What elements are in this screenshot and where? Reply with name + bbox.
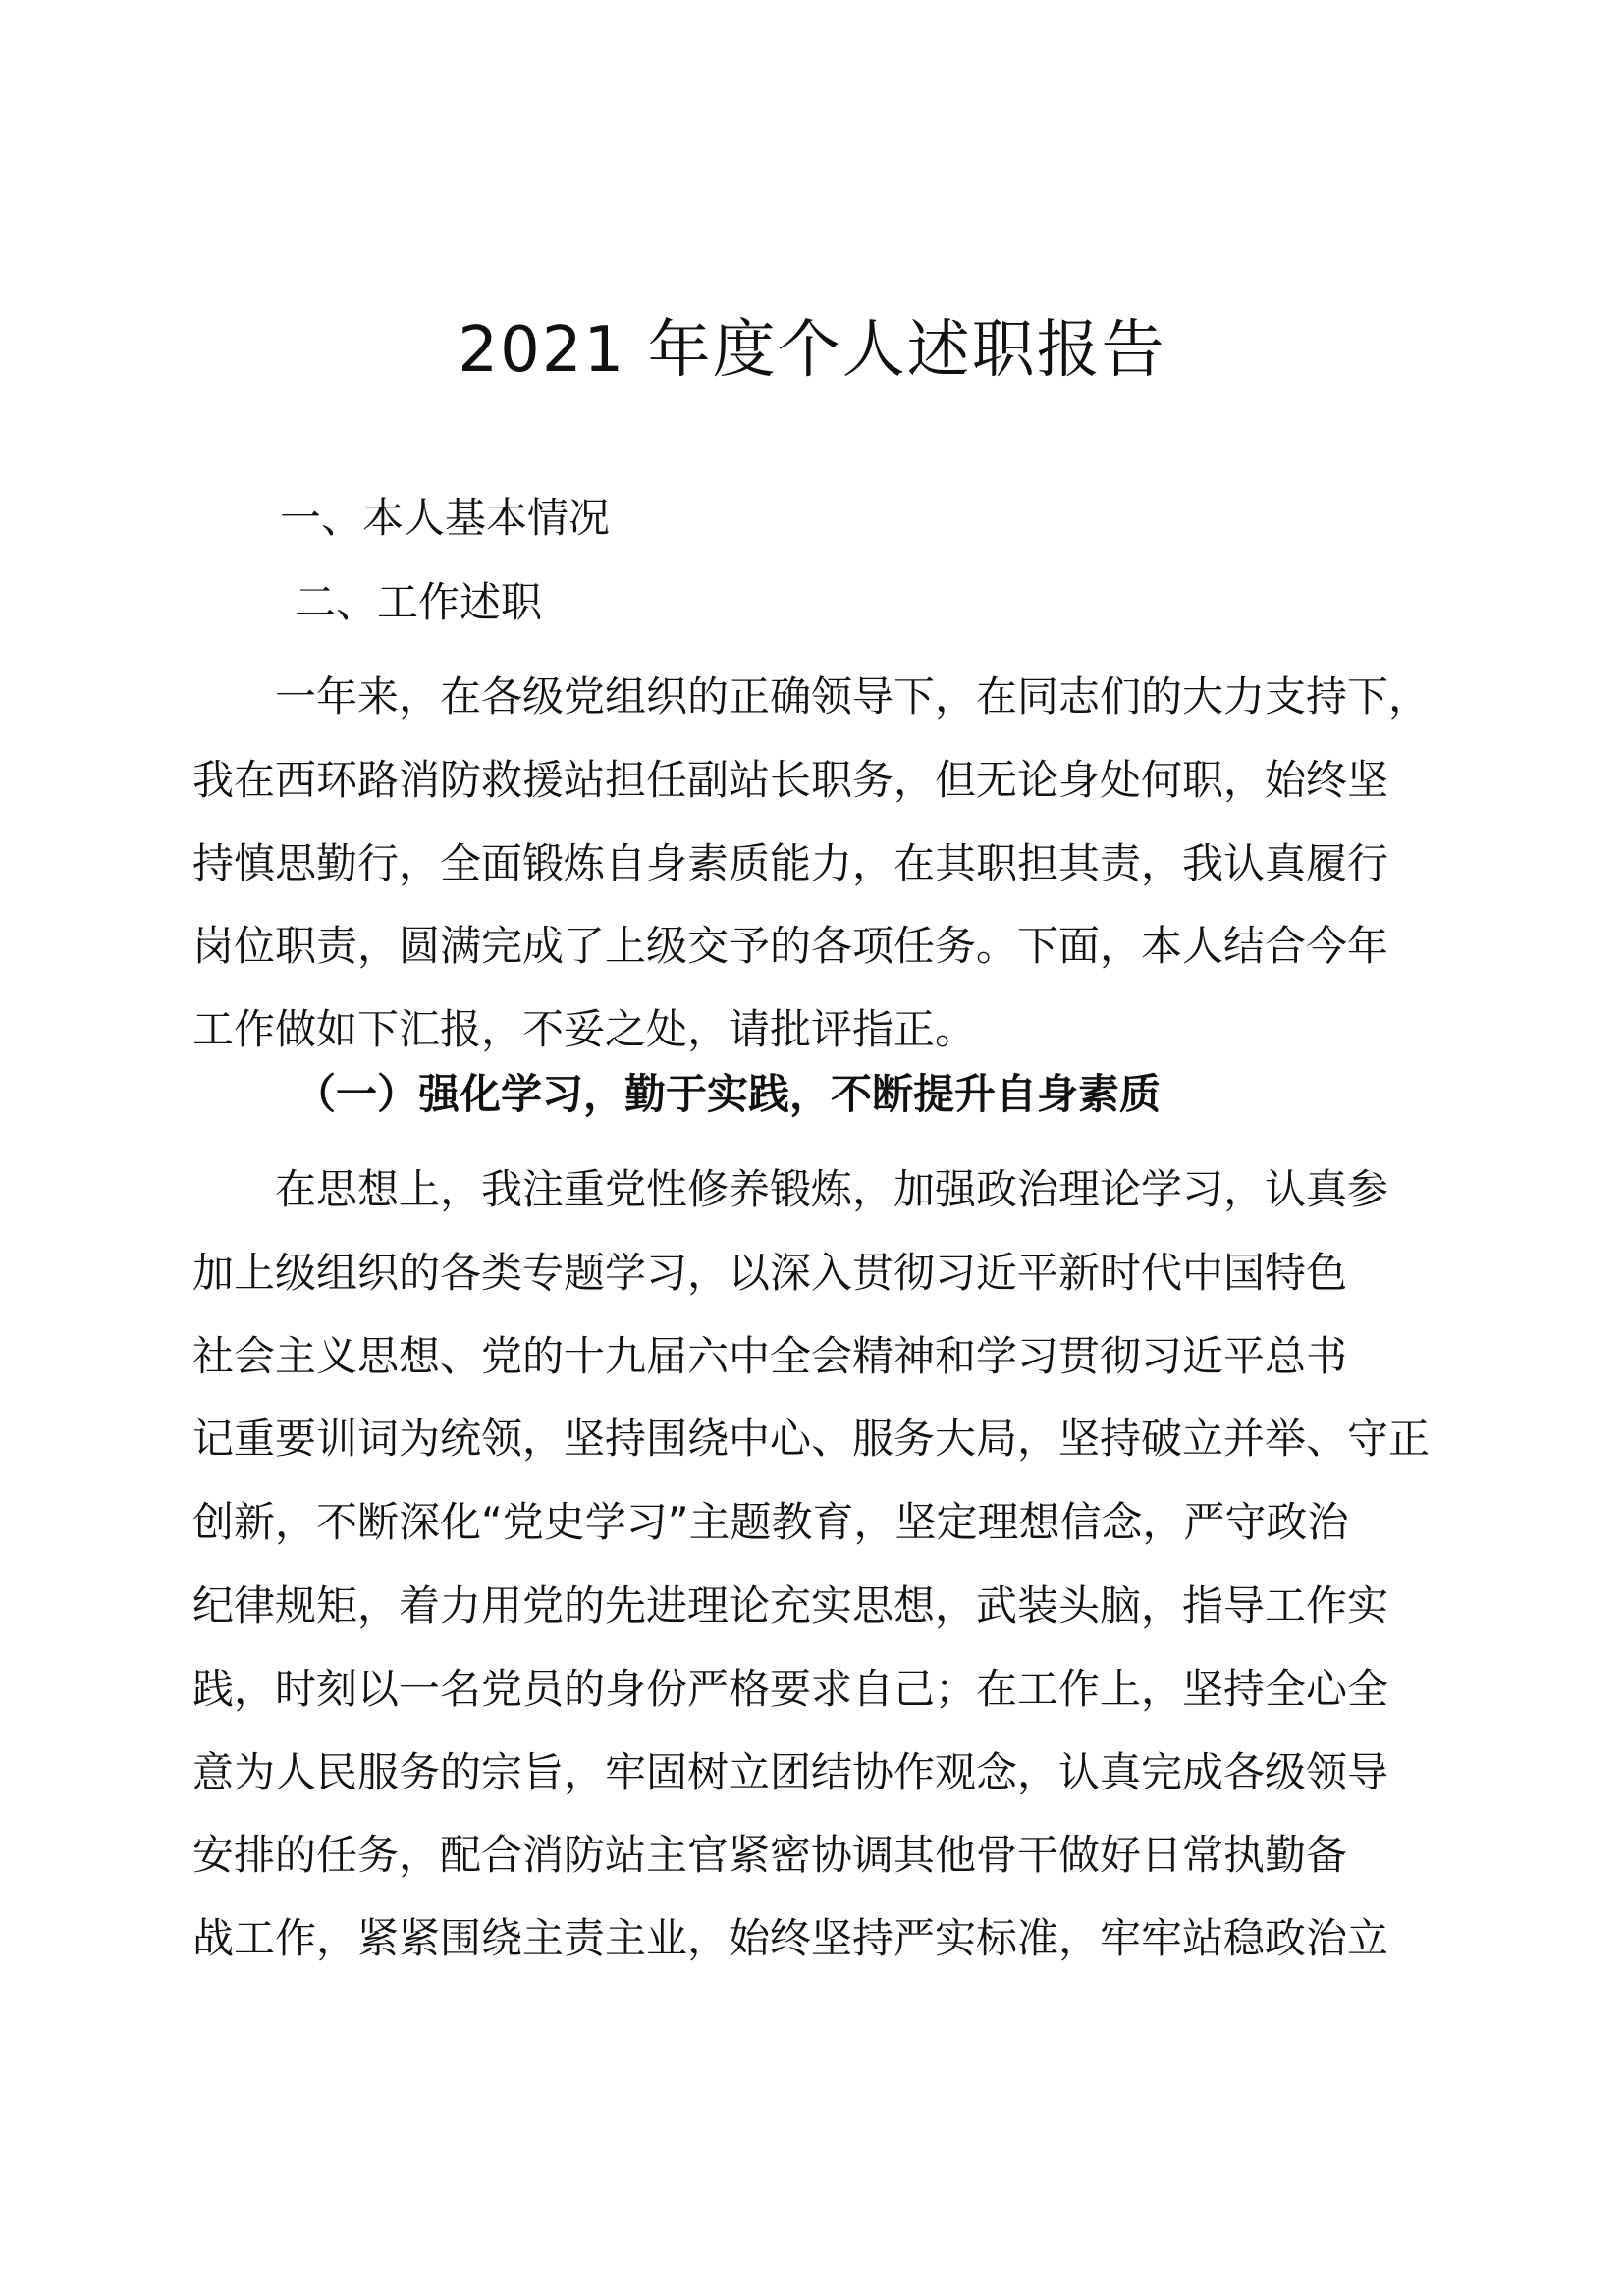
paragraph-line: 安排的任务，配合消防站主官紧密协调其他骨干做好日常执勤备	[192, 1831, 1348, 1880]
section-heading-basic-info: 一、本人基本情况	[280, 494, 611, 542]
paragraph-line: 意为人民服务的宗旨，牢固树立团结协作观念，认真完成各级领导	[192, 1747, 1389, 1796]
paragraph-line: 纪律规矩，着力用党的先进理论充实思想，武装头脑，指导工作实	[192, 1580, 1389, 1629]
paragraph-line: 持慎思勤行，全面锻炼自身素质能力，在其职担其责，我认真履行	[192, 838, 1389, 887]
paragraph-line: 记重要训词为统领，坚持围绕中心、服务大局，坚持破立并举、守正	[192, 1415, 1431, 1464]
sub-heading-study-practice: （一）强化学习，勤于实践，不断提升自身素质	[295, 1070, 1162, 1118]
study-paragraph	[192, 1148, 1459, 1981]
paragraph-line: 加上级组织的各类专题学习，以深入贯彻习近平新时代中国特色	[192, 1248, 1348, 1297]
paragraph-line: 在思想上，我注重党性修养锻炼，加强政治理论学习，认真参	[192, 1165, 1389, 1213]
section-heading-work-report: 二、工作述职	[295, 578, 543, 626]
paragraph-line: 我在西环路消防救援站担任副站长职务，但无论身处何职，始终坚	[192, 755, 1389, 804]
intro-paragraph	[192, 656, 1459, 1072]
paragraph-line: 一年来，在各级党组织的正确领导下，在同志们的大力支持下，	[192, 672, 1431, 721]
document-title: 2021 年度个人述职报告	[458, 314, 1166, 387]
paragraph-line: 岗位职责，圆满完成了上级交予的各项任务。下面，本人结合今年	[192, 922, 1389, 971]
paragraph-line: 工作做如下汇报，不妥之处，请批评指正。	[192, 1005, 977, 1054]
paragraph-line: 战工作，紧紧围绕主责主业，始终坚持严实标准，牢牢站稳政治立	[192, 1914, 1389, 1963]
paragraph-line: 践，时刻以一名党员的身份严格要求自己；在工作上，坚持全心全	[192, 1664, 1389, 1713]
paragraph-line: 创新，不断深化“党史学习”主题教育，坚定理想信念，严守政治	[192, 1498, 1349, 1547]
paragraph-line: 社会主义思想、党的十九届六中全会精神和学习贯彻习近平总书	[192, 1331, 1348, 1380]
